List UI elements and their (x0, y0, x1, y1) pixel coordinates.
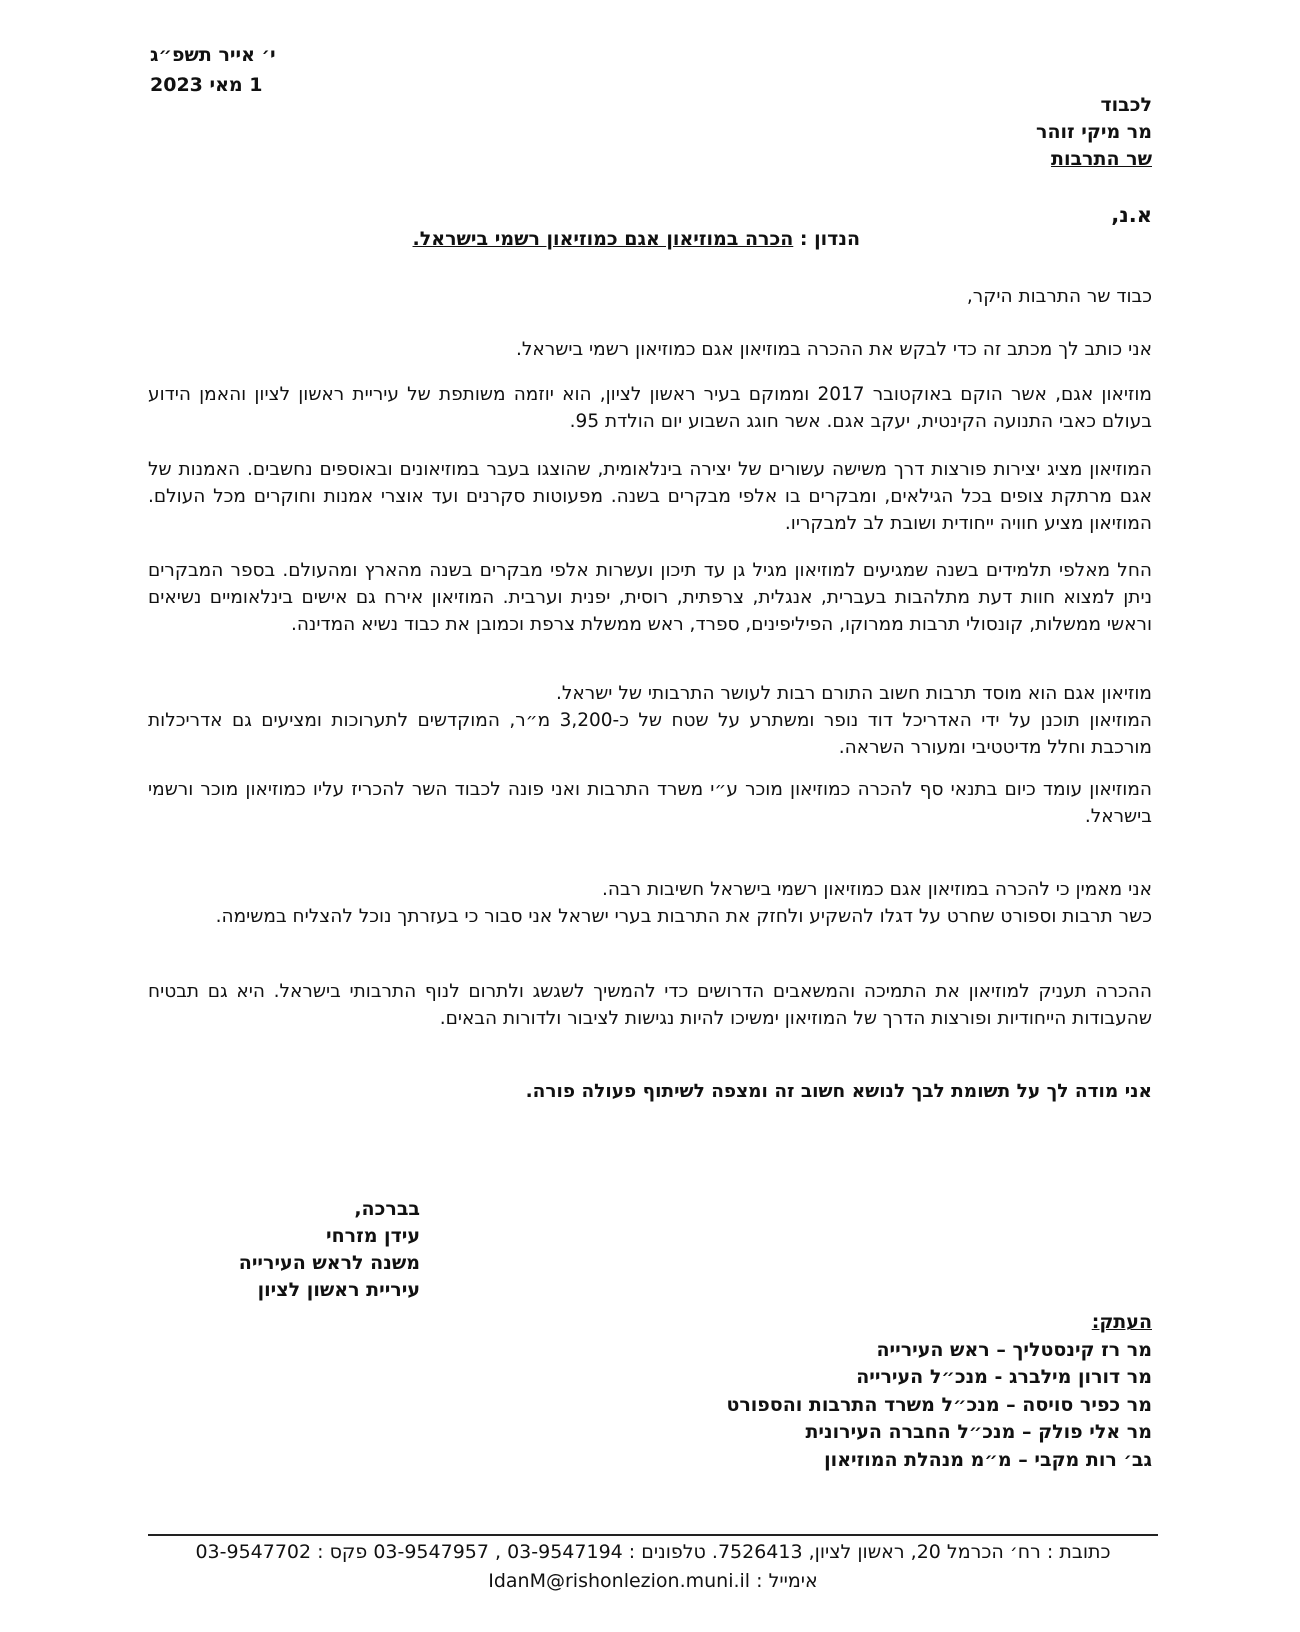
footer-address: כתובת : רח׳ הכרמל 20, ראשון לציון, 7526413. טלפונים : 03-9547194 , 03-9547957 פקס : 03-9547702 (195, 1541, 1111, 1563)
paragraph-text: המוזיאון עומד כיום בתנאי סף להכרה כמוזיאון מוכר ע״י משרד התרבות ואני פונה לכבוד השר להכריז עליו כמוזיאון מוכר ורשמי בישראל. (148, 779, 1152, 827)
cc-recipient: מר דורון מילברג - מנכ״ל העירייה (856, 1366, 1152, 1388)
cc-heading: העתק: (1091, 1311, 1152, 1333)
paragraph-text: כשר תרבות וספורט שחרט על דגלו להשקיע ולחזק את התרבות בערי ישראל אני סבור כי בעזרתך נוכל להצליח במשימה. (215, 906, 1152, 927)
paragraph-8 (148, 978, 1152, 1032)
signature-block (205, 1196, 420, 1304)
cc-recipient: גב׳ רות מקבי – מ״מ מנהלת המוזיאון (824, 1448, 1152, 1471)
signature-org: עיריית ראשון לציון (257, 1279, 420, 1301)
cc-block (632, 1309, 1152, 1474)
paragraph-3 (148, 456, 1152, 537)
paragraph-2 (148, 381, 1152, 435)
addressee-block (752, 92, 1152, 173)
subject-label: הנדון : (799, 228, 860, 250)
paragraph-text: אני כותב לך מכתב זה כדי לבקש את ההכרה במוזיאון אגם כמוזיאון רשמי בישראל. (516, 339, 1152, 360)
paragraph-text: אני מאמין כי להכרה במוזיאון אגם כמוזיאון רשמי בישראל חשיבות רבה. (601, 879, 1152, 900)
subject-line (300, 228, 860, 250)
cc-recipient: מר רז קינסטליך – ראש העירייה (876, 1338, 1152, 1361)
subject-text: הכרה במוזיאון אגם כמוזיאון רשמי בישראל. (412, 228, 794, 250)
paragraph-1 (148, 336, 1152, 363)
closing-text: אני מודה לך על תשומת לבך לנושא חשוב זה ומצפה לשיתוף פעולה פורה. (525, 1081, 1152, 1102)
date-block (150, 40, 330, 100)
opening-text: כבוד שר התרבות היקר, (966, 286, 1152, 307)
paragraph-6 (148, 776, 1152, 830)
paragraph-7 (148, 876, 1152, 930)
cc-recipient: מר אלי פולק – מנכ״ל החברה העירונית (805, 1421, 1152, 1443)
footer (148, 1538, 1158, 1596)
addressee-salutation: לכבוד (1100, 94, 1152, 116)
greeting-abbrev: א.נ, (1111, 203, 1152, 227)
closing-paragraph (148, 1078, 1152, 1105)
cc-recipient: מר כפיר סויסה – מנכ״ל משרד התרבות והספורט (726, 1393, 1152, 1416)
paragraph-text: מוזיאון אגם, אשר הוקם באוקטובר 2017 וממוקם בעיר ראשון לציון, הוא יוזמה משותפת של עיריית ראשון לציון והאמן הידוע בעולם כאבי התנועה הקינטית, יעקב אגם. אשר חוגג השבוע יום הולדת 95. (148, 384, 1152, 432)
opening-greeting (148, 283, 1152, 310)
signature-role: משנה לראש העירייה (238, 1252, 420, 1274)
paragraph-text: ההכרה תעניק למוזיאון את התמיכה והמשאבים הדרושים כדי להמשיך לשגשג ולתרום לנוף התרבותי בישראל. היא גם תבטיח שהעבודות הייחודיות ופורצות הדרך של המוזיאון ימשיכו להיות נגישות לציבור ולדורות הבאים. (148, 981, 1152, 1029)
addressee-name: מר מיקי זוהר (1036, 121, 1152, 143)
signature-regards: בברכה, (354, 1198, 420, 1220)
gregorian-date: 1 מאי 2023 (150, 74, 263, 96)
hebrew-date: י׳ אייר תשפ״ג (150, 44, 276, 66)
paragraph-5 (148, 680, 1152, 761)
addressee-title: שר התרבות (1050, 148, 1152, 170)
paragraph-4 (148, 557, 1152, 638)
footer-divider (148, 1534, 1158, 1536)
signature-name: עידן מזרחי (326, 1225, 420, 1247)
paragraph-text: מוזיאון אגם הוא מוסד תרבות חשוב התורם רבות לעושר התרבותי של ישראל. (556, 683, 1152, 704)
paragraph-text: המוזיאון תוכנן על ידי האדריכל דוד נופר ומשתרע על שטח של כ-3,200 מ״ר, המוקדשים לתערוכות ומציעים גם אדריכלות מורכבת וחלל מדיטטיבי ומעורר השראה. (148, 710, 1152, 758)
paragraph-text: החל מאלפי תלמידים בשנה שמגיעים למוזיאון מגיל גן עד תיכון ועשרות אלפי מבקרים בשנה מהארץ ומהעולם. בספר המבקרים ניתן למצוא חוות דעת מתלהבות בעברית, אנגלית, צרפתית, רוסית, יפנית וערבית. המוזיאון אירח גם אישים בינלאומיים נשיאים וראשי ממשלות, קונסולי תרבות ממרוקו, הפיליפינים, ספרד, ראש ממשלת צרפת וכמובן את כבוד נשיא המדינה. (148, 560, 1152, 635)
paragraph-text: המוזיאון מציג יצירות פורצות דרך משישה עשורים של יצירה בינלאומית, שהוצגו בעבר במוזיאונים ובאוספים נחשבים. האמנות של אגם מרתקת צופים בכל הגילאים, ומבקרים בו אלפי מבקרים בשנה. מפעוטות סקרנים ועד אוצרי אמנות וחוקרים מכל העולם. המוזיאון מציע חוויה ייחודית ושובת לב למבקריו. (148, 459, 1152, 534)
footer-email: אימייל : IdanM@rishonlezion.muni.il (488, 1570, 818, 1592)
